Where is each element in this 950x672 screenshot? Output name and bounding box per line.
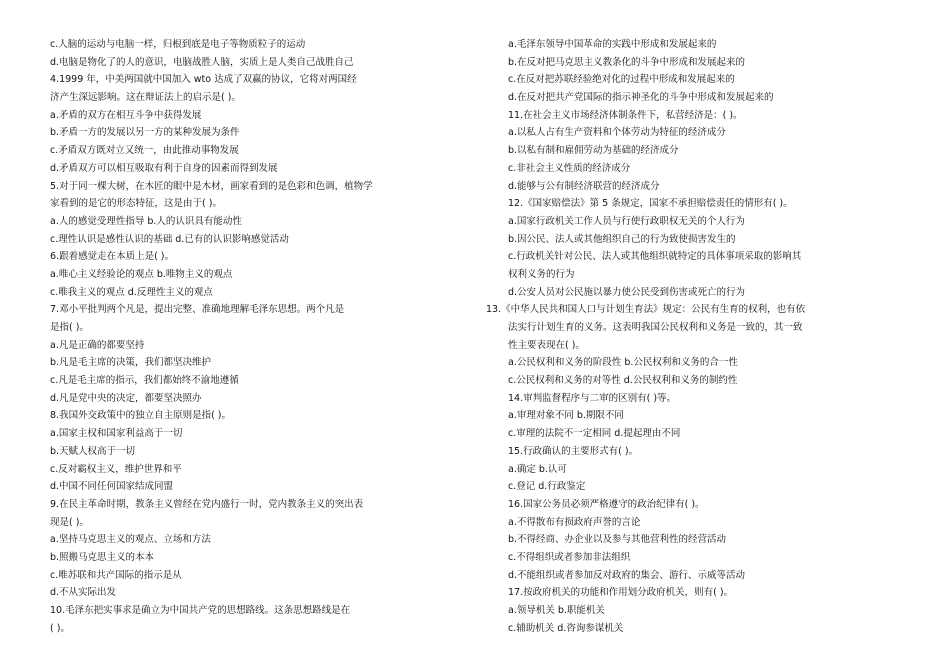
right-text-line: d.在反对把共产党国际的指示神圣化的斗争中形成和发展起来的 [508, 92, 774, 104]
right-text-line: 性主要表现在( )。 [508, 339, 585, 351]
left-column [50, 36, 410, 637]
left-text-line: c.反对霸权主义，维护世界和平 [50, 463, 182, 475]
right-text-line: c.辅助机关 d.咨询参谋机关 [508, 622, 624, 634]
left-text-line: 6.跟着感觉走在本质上是( )。 [50, 251, 174, 263]
right-text-line: a.不得散布有损政府声誉的言论 [508, 516, 641, 528]
left-text-line: ( )。 [50, 622, 70, 634]
right-text-line: c.公民权利和义务的对等性 d.公民权利和义务的制约性 [508, 375, 738, 387]
left-text-line: 9.在民主革命时期，教条主义曾经在党内盛行一时，党内教条主义的突出表 [50, 498, 364, 510]
left-text-line: 10.毛泽东把实事求是确立为中国共产党的思想路线。这条思想路线是在 [50, 605, 351, 616]
left-text-line: 4.1999 年，中美两国就中国加入 wto 达成了双赢的协议，它将对两国经 [50, 74, 357, 86]
right-text-line: d.能够与公有制经济联营的经济成分 [508, 180, 660, 192]
right-text-line: a.确定 b.认可 [508, 463, 567, 475]
left-text-line: d.不从实际出发 [50, 587, 117, 599]
left-text-line: c.唯苏联和共产国际的指示是从 [50, 569, 182, 581]
right-column [486, 36, 906, 637]
right-text-line: 17.按政府机关的功能和作用划分政府机关，则有( )。 [508, 587, 734, 599]
left-text-line: 是指( )。 [50, 322, 89, 333]
left-text-line: a.坚持马克思主义的观点、立场和方法 [50, 534, 211, 546]
left-text-line: a.唯心主义经验论的观点 b.唯物主义的观点 [50, 268, 233, 280]
left-text-line: c.理性认识是感性认识的基础 d.已有的认识影响感觉活动 [50, 233, 289, 245]
right-text-line: c.审理的法院不一定相同 d.提起理由不同 [508, 428, 681, 440]
left-text-line: 8.我国外交政策中的独立自主原则是指( )。 [50, 410, 231, 422]
right-text-line: c.登记 d.行政鉴定 [508, 481, 586, 493]
right-text-line: 法实行计划生育的义务。这表明我国公民权利和义务是一致的，其一致 [508, 322, 803, 333]
right-text-line: 15.行政确认的主要形式有( )。 [508, 445, 639, 457]
right-text-line: c.行政机关针对公民、法人或其他组织就特定的具体事项采取的影响其 [508, 251, 802, 263]
left-text-line: a.凡是正确的都要坚持 [50, 339, 145, 351]
left-text-line: a.人的感觉受理性指导 b.人的认识具有能动性 [50, 215, 242, 227]
right-text-line: a.毛泽东领导中国革命的实践中形成和发展起来的 [508, 39, 717, 50]
right-text-line: a.公民权利和义务的阶段性 b.公民权利和义务的合一性 [508, 357, 738, 369]
left-text-line: a.矛盾的双方在相互斗争中获得发展 [50, 109, 202, 121]
right-text-line: c.不得组织或者参加非法组织 [508, 551, 631, 563]
right-text-line: 权利义务的行为 [508, 268, 575, 280]
left-text-line: d.中国不同任何国家结成同盟 [50, 481, 174, 493]
left-text-line: 现是( )。 [50, 516, 89, 528]
left-text-line: d.电脑是物化了的人的意识，电脑战胜人脑，实质上是人类自己战胜自己 [50, 56, 354, 68]
right-text-line: c.在反对把苏联经验绝对化的过程中形成和发展起来的 [508, 74, 735, 86]
left-text-line: b.凡是毛主席的决策，我们都坚决维护 [50, 357, 212, 369]
right-text-line: d.不能组织或者参加反对政府的集会、游行、示威等活动 [508, 569, 746, 581]
left-text-line: c.唯我主义的观点 d.反理性主义的观点 [50, 286, 213, 298]
left-text-line: a.国家主权和国家利益高于一切 [50, 428, 183, 440]
right-text-line: a.国家行政机关工作人员与行使行政职权无关的个人行为 [508, 215, 745, 227]
left-text-line: c.凡是毛主席的指示，我们都始终不渝地遵循 [50, 375, 239, 387]
right-text-line: 11.在社会主义市场经济体制条件下，私营经济是：( )。 [508, 109, 743, 121]
left-text-line: 7.邓小平批判两个凡是，提出完整、准确地理解毛泽东思想。两个凡是 [50, 304, 345, 316]
right-text-line: b.在反对把马克思主义教条化的斗争中形成和发展起来的 [508, 56, 746, 68]
right-text-line: b.以私有制和雇佣劳动为基础的经济成分 [508, 145, 679, 157]
left-text-line: b.矛盾一方的发展以另一方的某种发展为条件 [50, 127, 240, 139]
right-text-line: c.非社会主义性质的经济成分 [508, 162, 631, 174]
left-text-line: b.天赋人权高于一切 [50, 445, 136, 457]
right-text-line: b.不得经商、办企业以及参与其他营利性的经营活动 [508, 534, 727, 546]
left-text-line: d.矛盾双方可以相互吸取有利于自身的因素而得到发展 [50, 162, 278, 174]
left-text-line: 家看到的是它的形态特征，这是由于( )。 [50, 198, 222, 210]
left-text-line: d.凡是党中央的决定，都要坚决照办 [50, 392, 202, 404]
left-text-line: 济产生深远影响。这在辩证法上的启示是( )。 [50, 92, 241, 104]
left-text-line: c.矛盾双方既对立又统一，由此推动事物发展 [50, 145, 239, 157]
right-text-line: 12.《国家赔偿法》第 5 条规定，国家不承担赔偿责任的情形有( )。 [508, 198, 793, 210]
left-text-line: 5.对于同一棵大树，在木匠的眼中是木材，画家看到的是色彩和色调，植物学 [50, 180, 373, 192]
right-text-line: 14.审判监督程序与二审的区别有( )等。 [508, 392, 677, 404]
right-text-line: a.以私人占有生产资料和个体劳动为特征的经济成分 [508, 127, 726, 139]
left-text-line: c.人脑的运动与电脑一样，归根到底是电子等物质粒子的运动 [50, 39, 306, 50]
left-text-line: b.照搬马克思主义的本本 [50, 551, 155, 563]
right-text-line: b.因公民、法人或其他组织自己的行为致使损害发生的 [508, 233, 736, 245]
right-text-line: a.审理对象不同 b.期限不同 [508, 410, 624, 422]
right-text-line: 13.《中华人民共和国人口与计划生育法》规定：公民有生育的权利，也有依 [486, 304, 806, 316]
right-text-line: a.领导机关 b.职能机关 [508, 605, 605, 616]
right-text-line: 16.国家公务员必须严格遵守的政治纪律有( )。 [508, 498, 705, 510]
right-text-line: d.公安人员对公民施以暴力使公民受到伤害或死亡的行为 [508, 286, 746, 298]
